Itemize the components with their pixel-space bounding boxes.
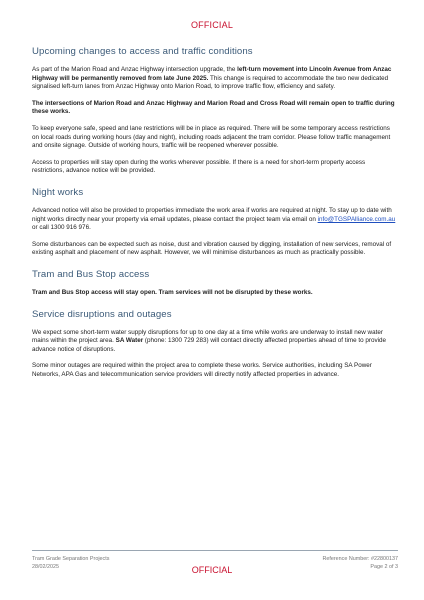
text-run-bold: left-turn movement into Lincoln Avenue from Anzac Highway will be permanently removed from late June 2025.	[32, 66, 392, 82]
footer-project: Tram Grade Separation Projects	[32, 556, 110, 562]
classification-footer: OFFICIAL	[191, 565, 233, 575]
footer-date: 28/02/2025	[32, 564, 59, 570]
paragraph-minor-outages: Some minor outages are required within the project area to complete these works. Service authorities, including SA Power Networks, APA Gas and telecommunication service providers will directly notify affected properties in advance.	[32, 362, 372, 378]
text-run: or call 1300 916 976.	[32, 224, 91, 232]
paragraph-water-disruptions	[32, 329, 398, 355]
text-run: Advanced notice will also be provided to properties immediate the work area if works are required at night. To stay up to date with night works directly near your property via email updates, please contact the project team via email on	[32, 206, 392, 223]
footer-page-number: Page 2 of 3	[370, 564, 398, 570]
heading-service-disruptions: Service disruptions and outages	[32, 308, 172, 320]
text-run: We expect some short-term water supply disruptions for up to one day at a time while works are underway to install new water mains within the project area.	[32, 328, 383, 345]
text-run-bold: SA Water	[115, 337, 144, 345]
paragraph-tram-bus-open: Tram and Bus Stop access will stay open. Tram services will not be disrupted by these works.	[32, 288, 313, 296]
document-body	[32, 46, 398, 379]
paragraph-restrictions: To keep everyone safe, speed and lane restrictions will be in place as required. There will be some temporary access restrictions on local roads during working hours (day and night), including roads adjacent the tram corridor. Please follow traffic management and onsite signage. Outside of working hours, traffic will be reopened wherever possible.	[32, 124, 391, 150]
paragraph-disturbances: Some disturbances can be expected such as noise, dust and vibration caused by digging, installation of new services, removal of existing asphalt and placement of new asphalt. However, we will minimise disturbances as much as practically possible.	[32, 240, 392, 257]
heading-tram-bus: Tram and Bus Stop access	[32, 268, 150, 280]
text-run: This change is required to accommodate the two new dedicated signalised left-turn lanes from Anzac Highway onto Marion Road, to improve traffic flow, efficiency and safety.	[32, 74, 389, 91]
email-link[interactable]: info@TGSPAlliance.com.au	[317, 215, 396, 223]
footer-reference: Reference Number: #22800137	[322, 556, 398, 562]
paragraph-intersections-open: The intersections of Marion Road and Anzac Highway and Marion Road and Cross Road will remain open to traffic during these works.	[32, 99, 395, 116]
heading-access-traffic: Upcoming changes to access and traffic conditions	[32, 46, 253, 57]
text-run: As part of the Marion Road and Anzac Highway intersection upgrade, the	[32, 66, 238, 73]
paragraph-left-turn-removal	[32, 66, 398, 92]
paragraph-night-notice	[32, 207, 398, 233]
paragraph-property-access: Access to properties will stay open during the works wherever possible. If there is a need for short-term property access restrictions, advance notice will be provided.	[32, 158, 366, 175]
classification-header: OFFICIAL	[190, 20, 234, 30]
heading-night-works: Night works	[32, 186, 84, 198]
text-run: (phone: 1300 729 283) will contact directly affected properties ahead of time to provide advance notice of disruptions.	[32, 337, 386, 353]
